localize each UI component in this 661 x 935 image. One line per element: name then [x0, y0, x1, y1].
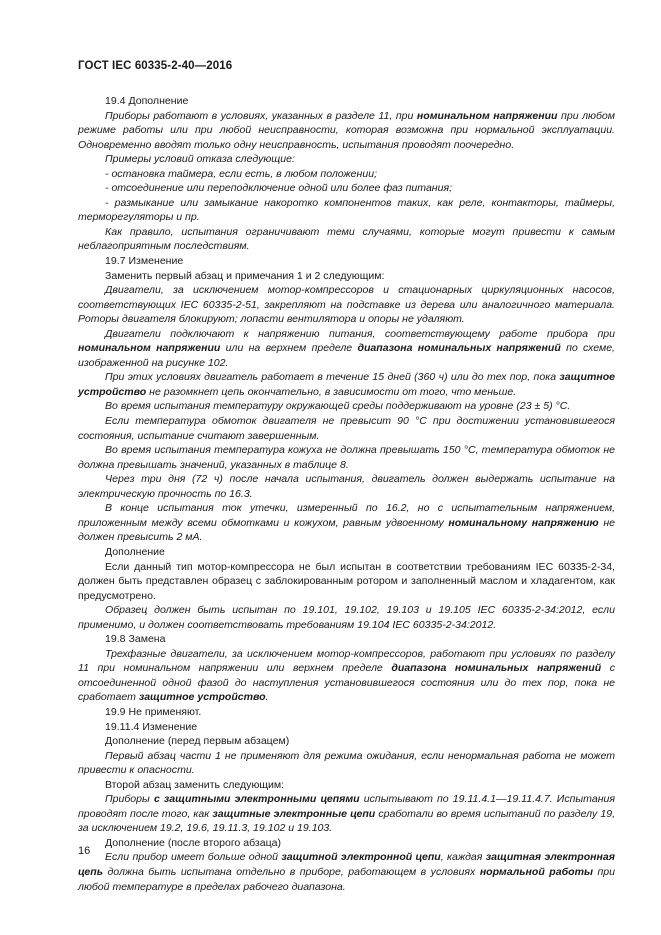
text-run: или на верхнем пределе: [220, 342, 358, 355]
paragraph: [78, 792, 615, 836]
text-run: Двигатели подключают к напряжению питания, соответствующему работе прибора при: [105, 327, 615, 340]
text-run: Если температура обмоток двигателя не превысит 90 °С при достижении установившегося состояния, испытание считают завершенным.: [78, 415, 615, 442]
defined-term: диапазона номинальных напряжений: [357, 342, 561, 355]
paragraph: [78, 720, 615, 735]
text-run: 19.4 Дополнение: [105, 95, 189, 107]
text-run: 19.11.4 Изменение: [105, 720, 198, 733]
paragraph: [78, 545, 615, 560]
document-body: [78, 94, 615, 894]
paragraph: [78, 443, 615, 472]
defined-term: защитные электронные цепи: [212, 807, 376, 820]
paragraph: [78, 749, 615, 778]
text-run: испытывают по 19.11.4.1—19.11.4.7. Испытания проводят после того, как: [78, 793, 616, 820]
text-run: при любом режиме работы или при любой неисправности, которая возможна при нормальной эксплуатации. Одновременно вводят только одну неисправность, испытания проводят поочередно.: [78, 109, 615, 151]
text-run: Заменить первый абзац и примечания 1 и 2 следующим:: [105, 269, 385, 282]
text-run: не должен превысить 2 мА.: [78, 516, 615, 544]
text-run: Дополнение (перед первым абзацем): [105, 735, 290, 748]
paragraph: [78, 647, 615, 705]
page-number: 16: [78, 845, 91, 857]
text-run: при любой температуре в пределах рабочего диапазона.: [78, 865, 615, 893]
text-run: 19.9 Не применяют.: [105, 705, 202, 718]
text-run: с отсоединенной одной фазой до наступления установившегося состояния или до тех пор, пока не сработает: [78, 662, 615, 704]
defined-term: защитное устройство: [138, 691, 266, 704]
text-run: , каждая: [440, 851, 486, 864]
paragraph: [78, 472, 615, 501]
paragraph: [78, 603, 615, 632]
text-run: 19.8 Замена: [105, 633, 166, 646]
paragraph: [78, 254, 615, 269]
paragraph: [78, 370, 615, 399]
text-run: Во время испытания температура кожуха не должна превышать 150 °С, температура обмоток не должна превышать значений, указанных в таблице 8.: [78, 444, 615, 471]
text-run: Через три дня (72 ч) после начала испытания, двигатель должен выдержать испытание на электрическую прочность по 16.3.: [78, 473, 615, 500]
paragraph: [78, 327, 615, 371]
paragraph: [78, 414, 615, 443]
text-run: Двигатели, за исключением мотор-компрессоров и стационарных циркуляционных насосов, соответствующих IEC 60335-2-51, закрепляют на подставке из дерева или аналогичного материала. Роторы двигателя блокируют; лопасти вентилятора и опоры не удаляют.: [78, 284, 615, 326]
defined-term: диапазона номинальных напряжений: [391, 662, 602, 675]
text-run: 19.7 Изменение: [105, 255, 184, 268]
paragraph: [78, 836, 615, 851]
defined-term: защитная электронная цепь: [78, 851, 615, 878]
text-run: - размыкание или замыкание накоротко компонентов таких, как реле, контакторы, таймеры, терморегуляторы и пр.: [78, 196, 615, 224]
text-run: Образец должен быть испытан по 19.101, 19.102, 19.103 и 19.105 IEC 60335-2-34:2012, если применимо, и должен соответствовать требованиям 19.104 IEC 60335-2-34:2012.: [78, 604, 615, 631]
paragraph: [78, 501, 615, 545]
defined-term: защитной электронной цепи: [281, 851, 441, 864]
text-run: Дополнение (после второго абзаца): [105, 836, 282, 849]
paragraph: [78, 850, 615, 894]
text-run: Примеры условий отказа следующие:: [105, 153, 295, 166]
paragraph: [78, 225, 615, 254]
paragraph: [78, 152, 615, 167]
document-header: ГОСТ IEC 60335-2-40—2016: [78, 60, 233, 72]
paragraph: [78, 632, 615, 647]
paragraph: [78, 283, 615, 327]
paragraph: [78, 734, 615, 749]
text-run: Приборы работают в условиях, указанных в разделе 11, при: [105, 109, 417, 122]
text-run: - остановка таймера, если есть, в любом положении;: [105, 167, 378, 180]
defined-term: номинальном напряжении: [416, 109, 558, 122]
paragraph: [78, 109, 615, 153]
paragraph: [78, 181, 615, 196]
text-run: Как правило, испытания ограничивают теми случаями, которые могут привести к самым неблагоприятным последствиям.: [78, 225, 615, 253]
text-run: - отсоединение или переподключение одной или более фаз питания;: [105, 182, 453, 195]
defined-term: нормальной работы: [479, 865, 593, 878]
text-run: При этих условиях двигатель работает в течение 15 дней (360 ч) или до тех пор, пока: [105, 371, 560, 384]
defined-term: номинальном напряжении: [78, 342, 221, 355]
paragraph: [78, 560, 615, 604]
text-run: должна быть испытана отдельно в приборе, работающем в условиях: [102, 865, 480, 878]
paragraph: [78, 167, 615, 182]
text-run: по схеме, изображенной на рисунке 102.: [78, 342, 615, 369]
defined-term: номинальному напряжению: [448, 516, 599, 529]
defined-term: с защитными электронными цепями: [153, 793, 360, 806]
text-run: Во время испытания температуру окружающей среды поддерживают на уровне (23 ± 5) °С.: [105, 400, 571, 413]
paragraph: [78, 269, 615, 284]
text-run: Первый абзац части 1 не применяют для режима ожидания, если ненормальная работа не может привести к опасности.: [78, 749, 615, 777]
text-run: Если прибор имеет больше одной: [105, 851, 282, 864]
paragraph: [78, 94, 615, 109]
text-run: Дополнение: [105, 545, 165, 558]
text-run: .: [265, 691, 269, 704]
text-run: Если данный тип мотор-компрессора не был испытан в соответствии требованиям IEC 60335-2-34, должен быть представлен образец с заблокированным ротором и заполненный маслом и хладагентом, как предусмотрено.: [78, 560, 615, 602]
text-run: не разомкнет цепь окончательно, в зависимости от того, что меньше.: [146, 385, 517, 398]
text-run: сработали во время испытаний по разделу 19, за исключением 19.2, 19.6, 19.11.3, 19.102 и 19.103.: [78, 807, 616, 835]
text-run: В конце испытания ток утечки, измеренный по 16.2, но с испытательным напряжением, приложенным между всеми обмотками и кожухом, равным удвоенному: [78, 502, 615, 529]
paragraph: [78, 778, 615, 793]
text-run: Приборы: [105, 793, 154, 806]
paragraph: [78, 399, 615, 414]
text-run: Второй абзац заменить следующим:: [105, 778, 285, 791]
paragraph: [78, 705, 615, 720]
defined-term: защитное устройство: [78, 371, 615, 398]
text-run: Трехфазные двигатели, за исключением мотор-компрессоров, работают при условиях по разделу 11 при номинальном напряжении или верхнем пределе: [78, 647, 615, 675]
paragraph: [78, 196, 615, 225]
